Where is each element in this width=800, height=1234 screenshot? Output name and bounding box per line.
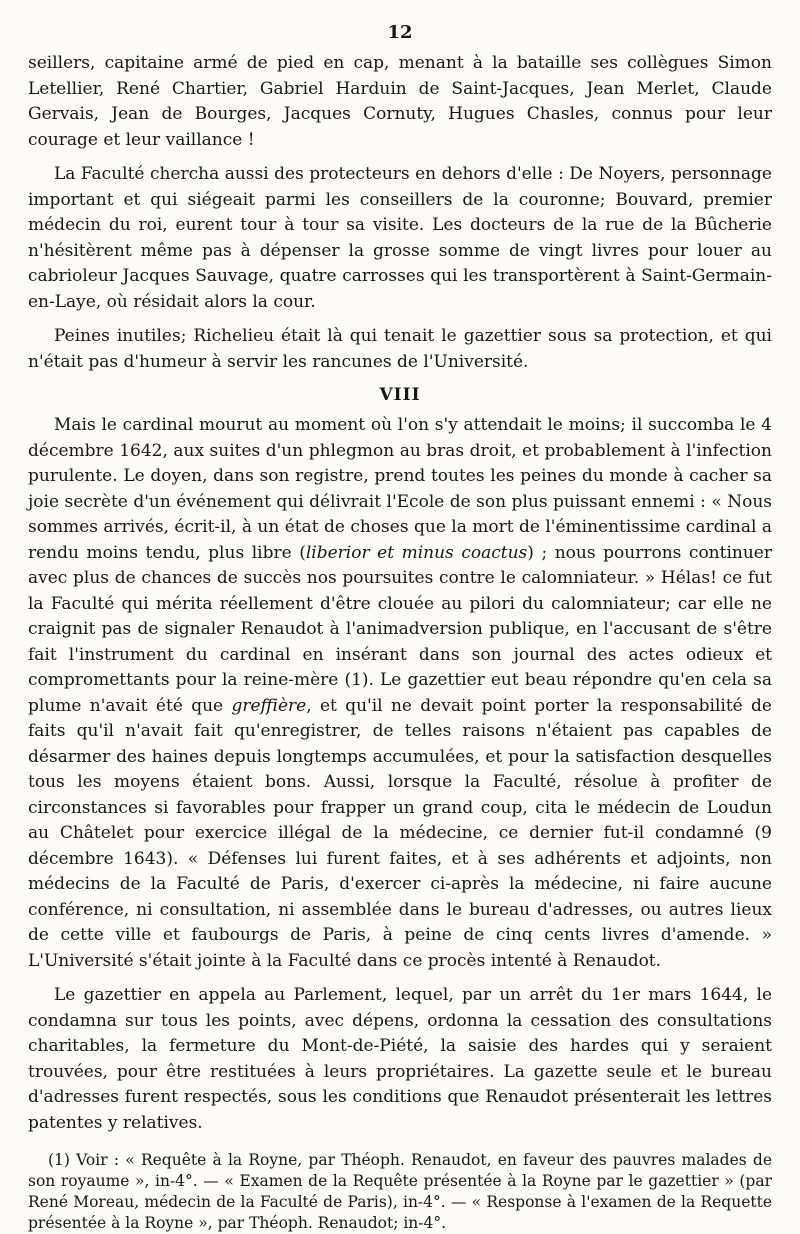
paragraph-text-part: ) ; nous pourrons continuer avec plus de chances de succès nos poursuites contre le calomniateur. » Hélas! ce fut la Faculté qui mérita réellement d'être clouée au pilori du calomniateur; car elle ne craignit pas de signaler Renaudot à l'animadversion publique, en l'accusant de s'être fait l'instrument du cardinal en insérant dans son journal des actes odieux et compromettants pour la reine-mère (1). Le gazettier eut beau répondre qu'en cela sa plume n'avait été que <box>28 542 772 716</box>
paragraph-faculty-protectors: La Faculté chercha aussi des protecteurs en dehors d'elle : De Noyers, personnage important et qui siégeait parmi les conseillers de la couronne; Bouvard, premier médecin du roi, eurent tour à tour sa visite. Les docteurs de la rue de la Bûcherie n'hésitèrent même pas à dépenser la grosse somme de vingt livres pour louer au cabrioleur Jacques Sauvage, quatre carrosses qui les transportèrent à Saint-Germain-en-Laye, où résidait alors la cour. <box>28 164 772 312</box>
italic-term: greffière <box>231 695 307 716</box>
paragraph-vain-efforts: Peines inutiles; Richelieu était là qui tenait le gazettier sous sa protection, et qui n'était pas d'humeur à servir les rancunes de l'Université. <box>28 326 772 372</box>
page-number: 12 <box>387 22 413 43</box>
section-heading: VIII <box>379 385 421 405</box>
paragraph-text-part: Mais le cardinal mourut au moment où l'on s'y attendait le moins; il succomba le 4 décembre 1642, aux suites d'un phlegmon au bras droit, et probablement à l'infection purulente. Le doyen, dans son registre, prend toutes les peines du monde à cacher sa joie secrète d'un événement qui délivrait l'Ecole de son plus puissant ennemi : « Nous sommes arrivés, écrit-il, à un état de choses que la mort de l'éminentissime cardinal a rendu moins tendu, plus libre ( <box>28 415 772 563</box>
paragraph-text-part: , et qu'il ne devait point porter la responsabilité de faits qu'il n'avait fait qu'enregistrer, de telles raisons n'étaient pas capables de désarmer des haines depuis longtemps accumulées, et pour la satisfaction desquelles tous les moyens étaient bons. Aussi, lorsque la Faculté, résolue à profiter de circonstances si favorables pour frapper un grand coup, cita le médecin de Loudun au Châtelet pour exercice illégal de la médecine, ce dernier fut-il condamné (9 décembre 1643). « Défenses lui furent faites, et à ses adhérents et adjoints, non médecins de la Faculté de Paris, d'exercer ci-après la médecine, ni faire aucune conférence, ni consultation, ni assemblée dans le bureau d'adresses, ou autres lieux de cette ville et faubourgs de Paris, à peine de cinq cents livres d'amende. » L'Université s'était jointe à la Faculté dans ce procès intenté à Renaudot. <box>28 695 772 971</box>
latin-quote: liberior et minus coactus <box>305 542 528 563</box>
paragraph-parliament-appeal: Le gazettier en appela au Parlement, lequel, par un arrêt du 1er mars 1644, le condamna sur tous les points, avec dépens, ordonna la cessation des consultations charitables, la fermeture du Mont-de-Piété, la saisie des hardes qui y seraient trouvées, pour être restituées à leurs propriétaires. La gazette seule et le bureau d'adresses furent respectés, sous les conditions que Renaudot présenterait les lettres patentes y relatives. <box>28 985 772 1133</box>
paragraph-continuation: seillers, capitaine armé de pied en cap, menant à la bataille ses collègues Simon Letellier, René Chartier, Gabriel Harduin de Saint-Jacques, Jean Merlet, Claude Gervais, Jean de Bourges, Jacques Cornuty, Hugues Chasles, connus pour leur courage et leur vaillance ! <box>28 53 772 150</box>
footnote-1: (1) Voir : « Requête à la Royne, par Théoph. Renaudot, en faveur des pauvres malades de son royaume », in-4°. — « Examen de la Requête présentée à la Royne par le gazettier » (par René Moreau, médecin de la Faculté de Paris), in-4°. — « Response à l'examen de la Requette présentée à la Royne », par Théoph. Renaudot; in-4°. <box>28 1151 772 1232</box>
body-text <box>28 51 772 1136</box>
footnotes <box>28 1150 772 1234</box>
paragraph-cardinal-death <box>28 413 772 974</box>
